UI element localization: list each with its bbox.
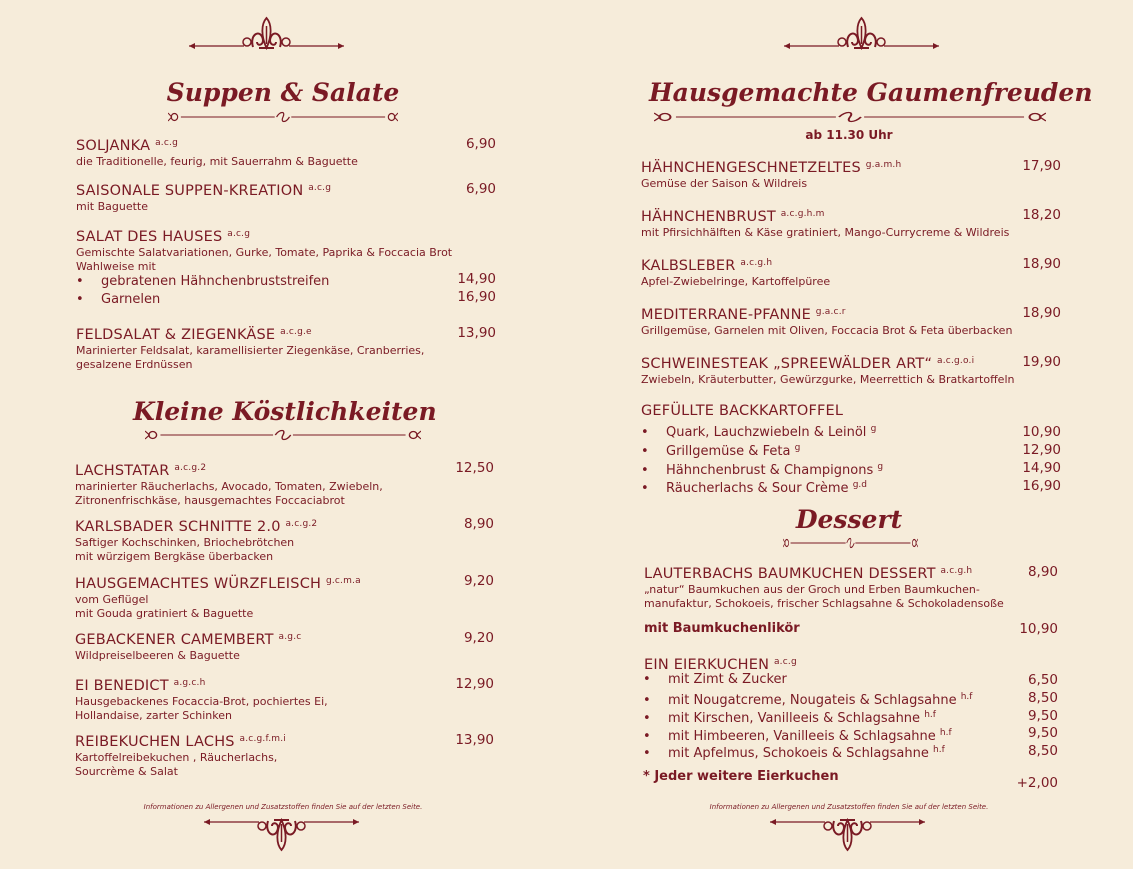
- list-item: • mit Kirschen, Vanilleeis & Schlagsahne $^{h.f}$: [643, 710, 936, 726]
- ornament-top-icon: [189, 14, 344, 54]
- price: 6,90: [465, 181, 496, 197]
- price: 19,90: [1022, 354, 1061, 370]
- ornament-bottom-icon: [770, 814, 925, 854]
- menu-item-haehnchengeschnetzeltes: HÄHNCHENGESCHNETZELTES $^{g.a.m.h}$ Gemüse der Saison & Wildreis: [641, 160, 902, 190]
- list-item: • Räucherlachs & Sour Crème $^{g.d}$: [641, 480, 867, 496]
- price: 9,20: [463, 573, 494, 589]
- price: 6,50: [1027, 672, 1058, 688]
- price: 8,50: [1027, 743, 1058, 759]
- list-item: • mit Nougatcreme, Nougateis & Schlagsahne $^{h.f}$: [643, 692, 973, 708]
- extra-eierkuchen-note: * Jeder weitere Eierkuchen: [643, 769, 839, 784]
- menu-item-feldsalat: FELDSALAT & ZIEGENKÄSE $^{a.c.g.e}$ Marinierter Feldsalat, karamellisierter Ziegenkäse, Cranberries, gesalzene Erdnüssen: [76, 327, 425, 371]
- section-title-kleine-koestlichkeiten: Kleine Köstlichkeiten: [133, 397, 437, 426]
- menu-item-saisonale-suppe: SAISONALE SUPPEN-KREATION $^{a.c.g}$ mit Baguette: [76, 183, 332, 213]
- serving-time: ab 11.30 Uhr: [805, 128, 893, 142]
- price: 9,50: [1027, 708, 1058, 724]
- price: 18,20: [1022, 207, 1061, 223]
- price: 18,90: [1022, 305, 1061, 321]
- menu-item-soljanka: SOLJANKA $^{a.c.g}$ die Traditionelle, feurig, mit Sauerrahm & Baguette: [76, 138, 358, 168]
- list-item: • mit Apfelmus, Schokoeis & Schlagsahne $^{h.f}$: [643, 745, 945, 761]
- menu-item-salat-des-hauses: SALAT DES HAUSES $^{a.c.g}$ Gemischte Salatvariationen, Gurke, Tomate, Paprika & Foccacia Brot Wahlweise mit: [76, 229, 453, 273]
- price: 14,90: [457, 271, 496, 287]
- price: 8,90: [463, 516, 494, 532]
- price: 18,90: [1022, 256, 1061, 272]
- price: 10,90: [1019, 621, 1058, 637]
- menu-item-eierkuchen: EIN EIERKUCHEN $^{a.c.g}$: [644, 657, 797, 673]
- list-item: • gebratenen Hähnchenbruststreifen: [76, 274, 330, 289]
- price: 8,50: [1027, 690, 1058, 706]
- price: 9,50: [1027, 725, 1058, 741]
- list-item: • Hähnchenbrust & Champignons $^g$: [641, 462, 884, 478]
- baumkuchenlikoer-option: mit Baumkuchenlikör: [644, 621, 800, 636]
- menu-item-reibekuchen-lachs: REIBEKUCHEN LACHS $^{a.c.g.f.m.i}$ Kartoffelreibekuchen , Räucherlachs, Sourcrème & Salat: [75, 734, 286, 778]
- menu-item-wuerzfleisch: HAUSGEMACHTES WÜRZFLEISCH $^{g.c.m.a}$ vom Geflügel mit Gouda gratiniert & Baguette: [75, 576, 361, 620]
- list-item: • mit Zimt & Zucker: [643, 672, 787, 687]
- price: 9,20: [463, 630, 494, 646]
- price: 12,90: [1022, 442, 1061, 458]
- list-item: • Grillgemüse & Feta $^g$: [641, 443, 801, 459]
- allergen-footnote: Informationen zu Allergenen und Zusatzstoffen finden Sie auf der letzten Seite.: [143, 803, 423, 811]
- divider-ornament-icon: [654, 111, 1046, 123]
- ornament-top-icon: [784, 14, 939, 54]
- divider-ornament-icon: [168, 111, 398, 123]
- price: 12,90: [455, 676, 494, 692]
- section-title-dessert: Dessert: [795, 505, 903, 534]
- price: 13,90: [455, 732, 494, 748]
- menu-item-schweinesteak: SCHWEINESTEAK „SPREEWÄLDER ART“ $^{a.c.g.o.i}$ Zwiebeln, Kräuterbutter, Gewürzgurke, Meerrettich & Bratkartoffeln: [641, 356, 1015, 386]
- divider-ornament-icon: [145, 429, 421, 441]
- menu-item-mediterrane-pfanne: MEDITERRANE-PFANNE $^{g.a.c.r}$ Grillgemüse, Garnelen mit Oliven, Foccacia Brot & Feta überbacken: [641, 307, 1013, 337]
- list-item: • Garnelen: [76, 292, 161, 307]
- price: +2,00: [1016, 775, 1058, 791]
- left-menu-page: [0, 0, 566, 869]
- menu-item-camembert: GEBACKENER CAMEMBERT $^{a.g.c}$ Wildpreiselbeeren & Baguette: [75, 632, 302, 662]
- price: 17,90: [1022, 158, 1061, 174]
- price: 8,90: [1027, 564, 1058, 580]
- menu-item-baumkuchen-dessert: LAUTERBACHS BAUMKUCHEN DESSERT $^{a.c.g.h}$ „natur“ Baumkuchen aus der Groch und Erben Baumkuchen- manufaktur, Schokoeis, frischer Schlagsahne & Schokoladensoße: [644, 566, 1004, 610]
- menu-item-lachstatar: LACHSTATAR $^{a.c.g.2}$ marinierter Räucherlachs, Avocado, Tomaten, Zwiebeln, Zitronenfrischkäse, hausgemachtes Foccaciabrot: [75, 463, 383, 507]
- menu-item-haehnchenbrust: HÄHNCHENBRUST $^{a.c.g.h.m}$ mit Pfirsichhälften & Käse gratiniert, Mango-Currycreme & Wildreis: [641, 209, 1010, 239]
- divider-ornament-icon: [783, 537, 918, 549]
- price: 16,90: [1022, 478, 1061, 494]
- price: 13,90: [457, 325, 496, 341]
- price: 16,90: [457, 289, 496, 305]
- menu-item-ei-benedict: EI BENEDICT $^{a.g.c.h}$ Hausgebackenes Focaccia-Brot, pochiertes Ei, Hollandaise, zarter Schinken: [75, 678, 328, 722]
- menu-item-karlsbader-schnitte: KARLSBADER SCHNITTE 2.0 $^{a.c.g.2}$ Saftiger Kochschinken, Briochebrötchen mit würzigem Bergkäse überbacken: [75, 519, 318, 563]
- menu-item-gefuellte-backkartoffel: GEFÜLLTE BACKKARTOFFEL: [641, 403, 844, 419]
- section-title-hausgemachte: Hausgemachte Gaumenfreuden: [649, 78, 1093, 107]
- menu-item-kalbsleber: KALBSLEBER $^{a.c.g.h}$ Apfel-Zwiebelringe, Kartoffelpüree: [641, 258, 831, 288]
- list-item: • Quark, Lauchzwiebeln & Leinöl $^g$: [641, 424, 877, 440]
- ornament-bottom-icon: [204, 814, 359, 854]
- allergen-footnote: Informationen zu Allergenen und Zusatzstoffen finden Sie auf der letzten Seite.: [709, 803, 989, 811]
- section-title-suppen: Suppen & Salate: [166, 78, 400, 107]
- list-item: • mit Himbeeren, Vanilleeis & Schlagsahne $^{h.f}$: [643, 728, 952, 744]
- price: 12,50: [455, 460, 494, 476]
- right-menu-page: [566, 0, 1132, 869]
- price: 6,90: [465, 136, 496, 152]
- price: 10,90: [1022, 424, 1061, 440]
- price: 14,90: [1022, 460, 1061, 476]
